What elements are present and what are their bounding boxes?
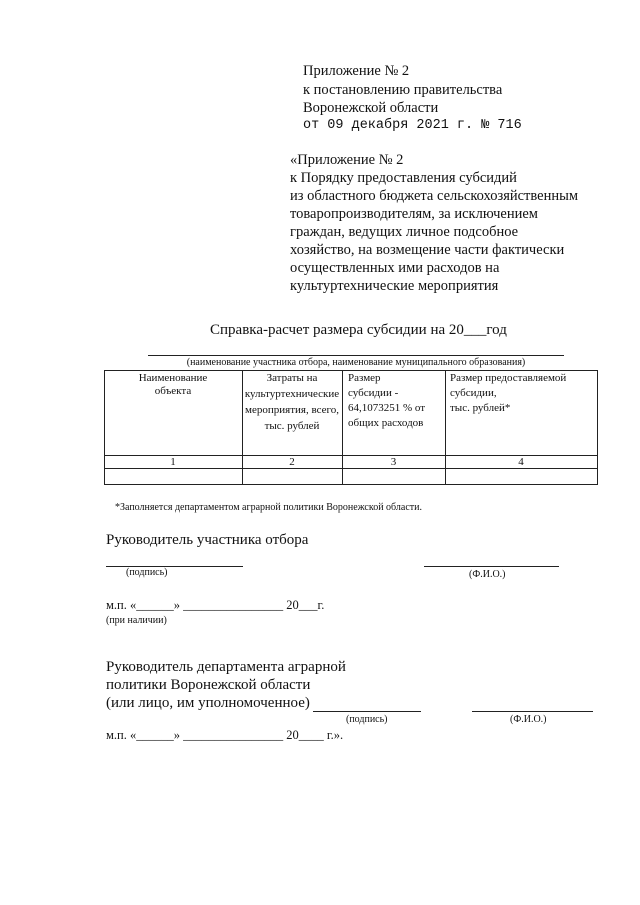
table-col-number: 1 bbox=[170, 456, 176, 468]
table-col-number: 4 bbox=[518, 456, 524, 468]
order-appendix-line: граждан, ведущих личное подсобное bbox=[290, 224, 519, 240]
order-appendix-line: товаропроизводителям, за исключением bbox=[290, 206, 538, 222]
table-col-number: 2 bbox=[289, 456, 295, 468]
stamp-note: (при наличии) bbox=[106, 615, 167, 626]
footnote: *Заполняется департаментом аграрной политики Воронежской области. bbox=[115, 502, 422, 513]
order-appendix-line: хозяйство, на возмещение части фактически bbox=[290, 242, 565, 258]
appendix-title: Приложение № 2 bbox=[303, 63, 410, 79]
signature-caption: (подпись) bbox=[346, 714, 388, 725]
appendix-ref-line: к постановлению правительства bbox=[303, 82, 503, 98]
table-header-subsidy-amount: Размер предоставляемой субсидии, тыс. рублей* bbox=[450, 372, 567, 414]
name-line bbox=[424, 566, 559, 567]
name-caption: (Ф.И.О.) bbox=[469, 569, 506, 580]
order-appendix-line: из областного бюджета сельскохозяйственным bbox=[290, 188, 579, 204]
stamp-date-line: м.п. «______» ________________ 20___г. bbox=[106, 598, 325, 612]
stamp-date-line: м.п. «______» ________________ 20____ г.». bbox=[106, 728, 344, 742]
appendix-date: от 09 декабря 2021 г. № 716 bbox=[303, 118, 522, 133]
order-appendix-line: к Порядку предоставления субсидий bbox=[290, 170, 517, 186]
participant-head-title: Руководитель участника отбора bbox=[106, 532, 309, 548]
signature-caption: (подпись) bbox=[126, 567, 168, 578]
name-caption: (Ф.И.О.) bbox=[510, 714, 547, 725]
order-appendix-line: осуществленных ими расходов на bbox=[290, 260, 500, 276]
document-title: Справка-расчет размера субсидии на 20___год bbox=[210, 322, 507, 338]
table-header-object: Наименование объекта bbox=[138, 372, 208, 397]
table-header-costs: Затраты на культуртехнические мероприятия, всего, тыс. рублей bbox=[244, 372, 340, 432]
signature-line bbox=[313, 711, 421, 712]
department-head-title: (или лицо, им уполномоченное) bbox=[106, 695, 310, 711]
table-col-number: 3 bbox=[390, 456, 397, 468]
order-appendix-line: «Приложение № 2 bbox=[290, 152, 404, 168]
participant-caption: (наименование участника отбора, наименование муниципального образования) bbox=[186, 357, 526, 368]
order-appendix-line: культуртехнические мероприятия bbox=[290, 278, 499, 294]
department-head-title: политики Воронежской области bbox=[106, 677, 311, 693]
department-head-title: Руководитель департамента аграрной bbox=[106, 659, 346, 675]
appendix-region: Воронежской области bbox=[303, 100, 439, 116]
participant-name-line bbox=[148, 355, 564, 356]
name-line bbox=[472, 711, 593, 712]
table-header-subsidy-rate: Размер субсидии - 64,1073251 % от общих расходов bbox=[348, 372, 426, 429]
